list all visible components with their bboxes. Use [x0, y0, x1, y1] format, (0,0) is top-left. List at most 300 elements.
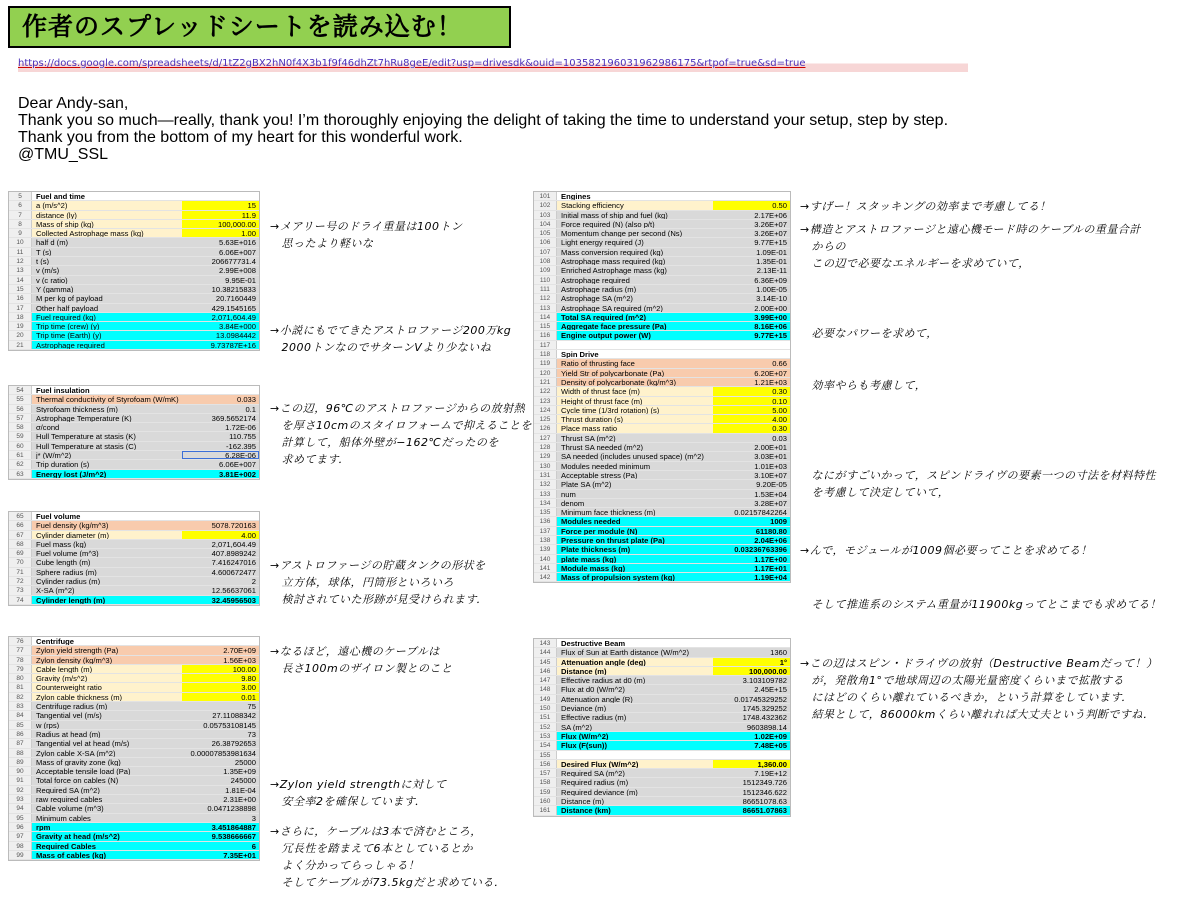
cell-label[interactable]: Hull Temperature at stasis (C)	[32, 442, 182, 450]
cell-value[interactable]: 2.99E+008	[182, 266, 259, 274]
row-number: 120	[534, 369, 557, 377]
sheet-row	[9, 257, 259, 266]
row-number: 151	[534, 713, 557, 721]
cell-value[interactable]: 13.0984442	[182, 331, 259, 339]
note-line: よく分かってらっしゃる！	[270, 859, 420, 872]
cell-value[interactable]: 1.35E-01	[713, 257, 790, 265]
cell-value[interactable]: 1.02E+09	[713, 732, 790, 740]
cell-value[interactable]: 2.31E+00	[182, 795, 259, 803]
cell-label[interactable]: Thrust SA needed (m^2)	[557, 443, 713, 451]
cell-value[interactable]: 100,000.00	[713, 667, 790, 675]
cell-value[interactable]: 2,071,604.49	[182, 540, 259, 548]
cell-value[interactable]: 0.033	[182, 395, 259, 403]
cell-label[interactable]: Aggregate face pressure (Pa)	[557, 322, 713, 330]
cell-label[interactable]: Mass of ship (kg)	[32, 220, 182, 228]
cell-value[interactable]: 0.50	[713, 201, 790, 209]
cell-label[interactable]: Thermal conductivity of Styrofoam (W/mK)	[32, 395, 182, 403]
cell-label[interactable]: Destructive Beam	[557, 639, 713, 647]
cell-label[interactable]: Gravity (m/s^2)	[32, 674, 182, 682]
cell-value[interactable]: 73	[182, 730, 259, 738]
cell-value[interactable]: 7.48E+05	[713, 741, 790, 749]
row-number: 122	[534, 387, 557, 395]
cell-value[interactable]: 1.56E+03	[182, 656, 259, 664]
note-power	[800, 325, 938, 342]
cell-label[interactable]: Zylon cable thickness (m)	[32, 693, 182, 701]
cell-label[interactable]: half d (m)	[32, 238, 182, 246]
sheet-centrifuge	[8, 636, 260, 861]
cell-value[interactable]: 1.01E+03	[713, 462, 790, 470]
cell-label[interactable]: Centrifuge	[32, 637, 182, 645]
cell-label[interactable]: Fuel and time	[32, 192, 182, 200]
cell-label[interactable]: Distance (m)	[557, 797, 713, 805]
cell-value[interactable]: 3.99E+00	[713, 313, 790, 321]
cell-value[interactable]	[713, 639, 790, 647]
cell-value[interactable]: 2.00E+01	[713, 443, 790, 451]
cell-label[interactable]: Pressure on thrust plate (Pa)	[557, 536, 713, 544]
cell-value[interactable]: 9.73787E+16	[182, 341, 259, 349]
cell-label[interactable]: Astrophage SA (m^2)	[557, 294, 713, 302]
cell-value[interactable]: 1.72E-06	[182, 423, 259, 431]
cell-label[interactable]: Light energy required (J)	[557, 238, 713, 246]
cell-value[interactable]: 5.63E+016	[182, 238, 259, 246]
cell-value[interactable]: 3.26E+07	[713, 220, 790, 228]
cell-value[interactable]: 9.538666667	[182, 832, 259, 840]
cell-value[interactable]: 0.02157842264	[713, 508, 790, 516]
cell-value[interactable]: 5.00	[713, 406, 790, 414]
cell-label[interactable]: Fuel insulation	[32, 386, 182, 394]
row-number: 105	[534, 229, 557, 237]
cell-value[interactable]: 1.09E-01	[713, 248, 790, 256]
cell-label[interactable]: raw required cables	[32, 795, 182, 803]
sheet-row	[534, 490, 790, 499]
cell-value[interactable]	[182, 512, 259, 520]
cell-value[interactable]: 0.00007853981634	[182, 749, 259, 757]
cell-value[interactable]: 9.20E-05	[713, 480, 790, 488]
cell-value[interactable]: 4.600672477	[182, 568, 259, 576]
cell-value[interactable]: 32.45956503	[182, 596, 259, 604]
cell-value[interactable]: 3.14E-10	[713, 294, 790, 302]
cell-value[interactable]: 1.17E+01	[713, 564, 790, 572]
row-number: 158	[534, 778, 557, 786]
cell-label[interactable]: Required SA (m^2)	[32, 786, 182, 794]
row-number: 127	[534, 434, 557, 442]
cell-label[interactable]: num	[557, 490, 713, 498]
cell-label[interactable]: Y (gamma)	[32, 285, 182, 293]
cell-label[interactable]: Required deviance (m)	[557, 788, 713, 796]
cell-label[interactable]: Module mass (kg)	[557, 564, 713, 572]
cell-value[interactable]: 0.0471238898	[182, 804, 259, 812]
cell-label[interactable]: Mass of gravity zone (kg)	[32, 758, 182, 766]
sheet-row	[534, 276, 790, 285]
sheet-row	[534, 266, 790, 275]
row-number: 136	[534, 517, 557, 525]
note-line: 効率やらも考慮して，	[800, 379, 927, 392]
cell-value[interactable]: 1.19E+04	[713, 573, 790, 581]
cell-value[interactable]: 5078.720163	[182, 521, 259, 529]
cell-value[interactable]: 3.10E+07	[713, 471, 790, 479]
cell-value[interactable]: 4.00	[182, 531, 259, 539]
sheet-row	[534, 555, 790, 564]
cell-label[interactable]: v (m/s)	[32, 266, 182, 274]
cell-label[interactable]: Width of thrust face (m)	[557, 387, 713, 395]
cell-label[interactable]: Mass conversion required (kg)	[557, 248, 713, 256]
sheet-row	[9, 832, 259, 841]
cell-value[interactable]: 407.8989242	[182, 549, 259, 557]
cell-value[interactable]: 429.1545165	[182, 304, 259, 312]
cell-value[interactable]	[182, 192, 259, 200]
cell-value[interactable]: 100.00	[182, 665, 259, 673]
cell-label[interactable]	[557, 341, 713, 349]
cell-value[interactable]: 1.00	[182, 229, 259, 237]
cell-label[interactable]: Enriched Astrophage mass (kg)	[557, 266, 713, 274]
cell-label[interactable]: Counterweight ratio	[32, 683, 182, 691]
cell-label[interactable]: Desired Flux (W/m^2)	[557, 760, 713, 768]
cell-label[interactable]: Cylinder diameter (m)	[32, 531, 182, 539]
cell-value[interactable]: 0.30	[713, 424, 790, 432]
cell-label[interactable]: Effective radius (m)	[557, 713, 713, 721]
cell-value[interactable]: 26.38792653	[182, 739, 259, 747]
cell-value[interactable]: 86651078.63	[713, 797, 790, 805]
row-number: 70	[9, 558, 32, 566]
cell-value[interactable]: -162.395	[182, 442, 259, 450]
note-insulation	[270, 400, 532, 468]
cell-label[interactable]: Mass of cables (kg)	[32, 851, 182, 859]
note-astrophage-mass	[270, 322, 511, 356]
cell-label[interactable]: Trip duration (s)	[32, 460, 182, 468]
note-dry-mass	[270, 218, 462, 252]
cell-value[interactable]: 206677731.4	[182, 257, 259, 265]
cell-label[interactable]: Force required (N) (also p/t)	[557, 220, 713, 228]
row-number: 79	[9, 665, 32, 673]
sheet-row	[534, 658, 790, 667]
cell-value[interactable]: 1.53E+04	[713, 490, 790, 498]
cell-value[interactable]: 15	[182, 201, 259, 209]
cell-label[interactable]: Tangential vel at head (m/s)	[32, 739, 182, 747]
cell-value[interactable]: 3.03E+01	[713, 452, 790, 460]
cell-value[interactable]	[713, 350, 790, 358]
spreadsheet-link[interactable]: https://docs.google.com/spreadsheets/d/1tZ2gBX2hN0f4X3b1f9f46dhZt7hRu8geE/edit?usp=drivesdk&ouid=103582196031962986175&rtpof=true&sd=true	[18, 58, 968, 72]
cell-label[interactable]: Centrifuge radius (m)	[32, 702, 182, 710]
cell-label[interactable]: SA (m^2)	[557, 723, 713, 731]
row-number: 77	[9, 646, 32, 654]
cell-value[interactable]: 20.7160449	[182, 294, 259, 302]
sheet-row	[534, 695, 790, 704]
cell-value[interactable]: 1,360.00	[713, 760, 790, 768]
cell-label[interactable]: Spin Drive	[557, 350, 713, 358]
cell-value[interactable]: 2.04E+06	[713, 536, 790, 544]
sheet-row	[534, 415, 790, 424]
letter-line: Thank you so much—really, thank you! I’m thoroughly enjoying the delight of taking the time to understand your setup, step by step.	[18, 112, 949, 129]
cell-value[interactable]: 369.5652174	[182, 414, 259, 422]
cell-value[interactable]: 9603898.14	[713, 723, 790, 731]
cell-value[interactable]: 1°	[713, 658, 790, 666]
cell-label[interactable]: w (rps)	[32, 721, 182, 729]
cell-label[interactable]: Required radius (m)	[557, 778, 713, 786]
cell-value[interactable]: 3.103109782	[713, 676, 790, 684]
cell-label[interactable]: Astrophage SA required (m^2)	[557, 304, 713, 312]
row-number: 134	[534, 499, 557, 507]
row-number: 137	[534, 527, 557, 535]
cell-value[interactable]: 6.06E+007	[182, 460, 259, 468]
sheet-row	[9, 711, 259, 720]
cell-label[interactable]: T (s)	[32, 248, 182, 256]
cell-label[interactable]: t (s)	[32, 257, 182, 265]
cell-value[interactable]: 3.451864887	[182, 823, 259, 831]
cell-label[interactable]: Cylinder radius (m)	[32, 577, 182, 585]
sheet-row	[534, 741, 790, 750]
cell-label[interactable]: Required SA (m^2)	[557, 769, 713, 777]
cell-value[interactable]: 10.38215833	[182, 285, 259, 293]
cell-label[interactable]: Deviance (m)	[557, 704, 713, 712]
row-number: 16	[9, 294, 32, 302]
cell-label[interactable]: Ratio of thrusting face	[557, 359, 713, 367]
cell-value[interactable]: 7.19E+12	[713, 769, 790, 777]
row-number: 150	[534, 704, 557, 712]
cell-label[interactable]: plate mass (kg)	[557, 555, 713, 563]
cell-label[interactable]: Modules needed	[557, 517, 713, 525]
sheet-row	[534, 751, 790, 760]
cell-value[interactable]: 1.00E-05	[713, 285, 790, 293]
cell-label[interactable]: Astrophage mass required (kg)	[557, 257, 713, 265]
cell-label[interactable]: Minimum cables	[32, 814, 182, 822]
cell-value[interactable]: 1748.432362	[713, 713, 790, 721]
cell-label[interactable]: Cable volume (m^3)	[32, 804, 182, 812]
cell-label[interactable]: Cube length (m)	[32, 558, 182, 566]
cell-label[interactable]: Fuel volume (m^3)	[32, 549, 182, 557]
sheet-row	[9, 405, 259, 414]
cell-value[interactable]: 100,000.00	[182, 220, 259, 228]
cell-label[interactable]: Attenuation angle (R)	[557, 695, 713, 703]
cell-label[interactable]: X-SA (m^2)	[32, 586, 182, 594]
cell-label[interactable]: Force per module (N)	[557, 527, 713, 535]
cell-label[interactable]: Required Cables	[32, 842, 182, 850]
cell-label[interactable]: Cylinder length (m)	[32, 596, 182, 604]
cell-value[interactable]: 6.28E-06	[182, 451, 259, 459]
cell-label[interactable]: Radius at head (m)	[32, 730, 182, 738]
note-cable	[270, 643, 452, 677]
cell-label[interactable]: Fuel required (kg)	[32, 313, 182, 321]
cell-label[interactable]: Yield Str of polycarbonate (Pa)	[557, 369, 713, 377]
cell-value[interactable]: 9.77E+15	[713, 331, 790, 339]
cell-label[interactable]: Plate thickness (m)	[557, 545, 713, 553]
cell-value[interactable]	[713, 192, 790, 200]
cell-label[interactable]: Flux (W/m^2)	[557, 732, 713, 740]
cell-label[interactable]: Fuel density (kg/m^3)	[32, 521, 182, 529]
cell-value[interactable]: 7.35E+01	[182, 851, 259, 859]
cell-value[interactable]: 0.03	[713, 434, 790, 442]
cell-label[interactable]: a (m/s^2)	[32, 201, 182, 209]
cell-label[interactable]: Thrust SA (m^2)	[557, 434, 713, 442]
cell-label[interactable]: Hull Temperature at stasis (K)	[32, 432, 182, 440]
cell-label[interactable]: SA needed (includes unused space) (m^2)	[557, 452, 713, 460]
cell-value[interactable]: 1360	[713, 648, 790, 656]
cell-label[interactable]: Cycle time (1/3rd rotation) (s)	[557, 406, 713, 414]
cell-value[interactable]: 2.45E+15	[713, 685, 790, 693]
sheet-row	[534, 760, 790, 769]
cell-label[interactable]	[557, 751, 713, 759]
cell-value[interactable]: 25000	[182, 758, 259, 766]
row-number: 104	[534, 220, 557, 228]
cell-value[interactable]: 6.06E+007	[182, 248, 259, 256]
cell-label[interactable]: Zylon cable X-SA (m^2)	[32, 749, 182, 757]
cell-value[interactable]: 3.26E+07	[713, 229, 790, 237]
cell-label[interactable]: Modules needed minimum	[557, 462, 713, 470]
cell-value[interactable]: 1.35E+09	[182, 767, 259, 775]
cell-value[interactable]: 9.77E+15	[713, 238, 790, 246]
cell-label[interactable]: σ/cond	[32, 423, 182, 431]
sheet-row	[9, 730, 259, 739]
row-number: 161	[534, 806, 557, 814]
cell-value[interactable]	[182, 637, 259, 645]
note-line: →小説にもでてきたアストロファージ200万kg	[270, 324, 512, 337]
cell-label[interactable]: Other half payload	[32, 304, 182, 312]
cell-value[interactable]: 75	[182, 702, 259, 710]
cell-value[interactable]: 1745.329252	[713, 704, 790, 712]
cell-value[interactable]: 1.21E+03	[713, 378, 790, 386]
cell-value[interactable]: 6	[182, 842, 259, 850]
cell-label[interactable]: Distance (m)	[557, 667, 713, 675]
row-number: 113	[534, 304, 557, 312]
cell-value[interactable]: 0.10	[713, 397, 790, 405]
cell-value[interactable]: 0.03236763396	[713, 545, 790, 553]
sheet-row	[534, 229, 790, 238]
cell-label[interactable]: Momentum change per second (Ns)	[557, 229, 713, 237]
row-number: 87	[9, 739, 32, 747]
cell-value[interactable]	[713, 341, 790, 349]
cell-value[interactable]: 6.20E+07	[713, 369, 790, 377]
cell-label[interactable]: Fuel mass (kg)	[32, 540, 182, 548]
sheet-row	[9, 238, 259, 247]
cell-value[interactable]: 8.16E+06	[713, 322, 790, 330]
cell-value[interactable]: 61180.80	[713, 527, 790, 535]
cell-value[interactable]: 1009	[713, 517, 790, 525]
cell-label[interactable]: Mass of propulsion system (kg)	[557, 573, 713, 581]
row-number: 85	[9, 721, 32, 729]
cell-label[interactable]: distance (ly)	[32, 211, 182, 219]
row-number: 99	[9, 851, 32, 859]
cell-value[interactable]: 12.56637061	[182, 586, 259, 594]
cell-label[interactable]: Acceptable stress (Pa)	[557, 471, 713, 479]
cell-label[interactable]: Thrust duration (s)	[557, 415, 713, 423]
cell-label[interactable]: Distance (km)	[557, 806, 713, 814]
cell-value[interactable]: 3.84E+000	[182, 322, 259, 330]
cell-value[interactable]: 2.17E+06	[713, 211, 790, 219]
cell-value[interactable]: 27.11088342	[182, 711, 259, 719]
cell-label[interactable]: Trip time (Earth) (y)	[32, 331, 182, 339]
cell-label[interactable]: Effective radius at d0 (m)	[557, 676, 713, 684]
cell-value[interactable]: 0.30	[713, 387, 790, 395]
cell-label[interactable]: Trip time (crew) (y)	[32, 322, 182, 330]
cell-label[interactable]: Flux at d0 (W/m^2)	[557, 685, 713, 693]
cell-value[interactable]: 2.00E+00	[713, 304, 790, 312]
note-energy	[800, 221, 1141, 272]
cell-label[interactable]: Acceptable tensile load (Pa)	[32, 767, 182, 775]
cell-label[interactable]: Fuel volume	[32, 512, 182, 520]
cell-label[interactable]: Engine output power (W)	[557, 331, 713, 339]
cell-label[interactable]: M per kg of payload	[32, 294, 182, 302]
cell-label[interactable]: Total SA required (m^2)	[557, 313, 713, 321]
cell-value[interactable]: 2.13E-11	[713, 266, 790, 274]
cell-value[interactable]	[713, 751, 790, 759]
cell-label[interactable]: Astrophage radius (m)	[557, 285, 713, 293]
cell-value[interactable]: 2,071,604.49	[182, 313, 259, 321]
cell-label[interactable]: Zylon yield strength (Pa)	[32, 646, 182, 654]
cell-label[interactable]: Flux of Sun at Earth distance (W/m^2)	[557, 648, 713, 656]
note-line: 求めてます．	[270, 453, 350, 466]
cell-label[interactable]: v (c ratio)	[32, 276, 182, 284]
cell-value[interactable]: 110.755	[182, 432, 259, 440]
cell-label[interactable]: Gravity at head (m/s^2)	[32, 832, 182, 840]
cell-value[interactable]: 245000	[182, 776, 259, 784]
sheet-row	[534, 471, 790, 480]
row-number: 110	[534, 276, 557, 284]
cell-value[interactable]: 11.9	[182, 211, 259, 219]
cell-label[interactable]: Density of polycarbonate (kg/m^3)	[557, 378, 713, 386]
cell-value[interactable]: 0.66	[713, 359, 790, 367]
cell-label[interactable]: Stacking efficiency	[557, 201, 713, 209]
cell-label[interactable]: rpm	[32, 823, 182, 831]
cell-value[interactable]: 0.01	[182, 693, 259, 701]
cell-label[interactable]: Height of thrust face (m)	[557, 397, 713, 405]
cell-label[interactable]: Total force on cables (N)	[32, 776, 182, 784]
cell-label[interactable]: denom	[557, 499, 713, 507]
cell-label[interactable]: Tangential vel (m/s)	[32, 711, 182, 719]
cell-value[interactable]: 3.00	[182, 683, 259, 691]
cell-value[interactable]: 4.00	[713, 415, 790, 423]
row-number: 54	[9, 386, 32, 394]
cell-value[interactable]: 3.28E+07	[713, 499, 790, 507]
cell-value[interactable]: 2.70E+09	[182, 646, 259, 654]
cell-label[interactable]: j* (W/m^2)	[32, 451, 182, 459]
cell-label[interactable]: Attenuation angle (deg)	[557, 658, 713, 666]
cell-value[interactable]: 86651.07863	[713, 806, 790, 814]
cell-value[interactable]: 6.36E+09	[713, 276, 790, 284]
cell-label[interactable]: Styrofoam thickness (m)	[32, 405, 182, 413]
cell-value[interactable]	[182, 386, 259, 394]
cell-label[interactable]: Initial mass of ship and fuel (kg)	[557, 211, 713, 219]
cell-label[interactable]: Astrophage required	[557, 276, 713, 284]
cell-label[interactable]: Minimum face thickness (m)	[557, 508, 713, 516]
cell-label[interactable]: Sphere radius (m)	[32, 568, 182, 576]
cell-value[interactable]: 2	[182, 577, 259, 585]
cell-label[interactable]: Flux (F(sun))	[557, 741, 713, 749]
cell-value[interactable]: 0.1	[182, 405, 259, 413]
cell-value[interactable]: 1512349.726	[713, 778, 790, 786]
note-redundancy	[270, 823, 505, 891]
cell-label[interactable]: Astrophage Temperature (K)	[32, 414, 182, 422]
cell-value[interactable]: 1512346.622	[713, 788, 790, 796]
cell-value[interactable]: 1.17E+00	[713, 555, 790, 563]
cell-label[interactable]: Zylon density (kg/m^3)	[32, 656, 182, 664]
cell-value[interactable]: 3	[182, 814, 259, 822]
cell-value[interactable]: 0.01745329252	[713, 695, 790, 703]
cell-label[interactable]: Cable length (m)	[32, 665, 182, 673]
cell-value[interactable]: 0.05753108145	[182, 721, 259, 729]
cell-label[interactable]: Energy lost (J/m^2)	[32, 470, 182, 478]
cell-value[interactable]: 9.80	[182, 674, 259, 682]
row-number: 145	[534, 658, 557, 666]
cell-value[interactable]: 3.81E+002	[182, 470, 259, 478]
cell-value[interactable]: 7.416247016	[182, 558, 259, 566]
sheet-row	[534, 685, 790, 694]
cell-label[interactable]: Engines	[557, 192, 713, 200]
cell-label[interactable]: Plate SA (m^2)	[557, 480, 713, 488]
cell-value[interactable]: 1.81E-04	[182, 786, 259, 794]
cell-label[interactable]: Collected Astrophage mass (kg)	[32, 229, 182, 237]
cell-label[interactable]: Astrophage required	[32, 341, 182, 349]
cell-value[interactable]: 9.95E-01	[182, 276, 259, 284]
cell-label[interactable]: Place mass ratio	[557, 424, 713, 432]
